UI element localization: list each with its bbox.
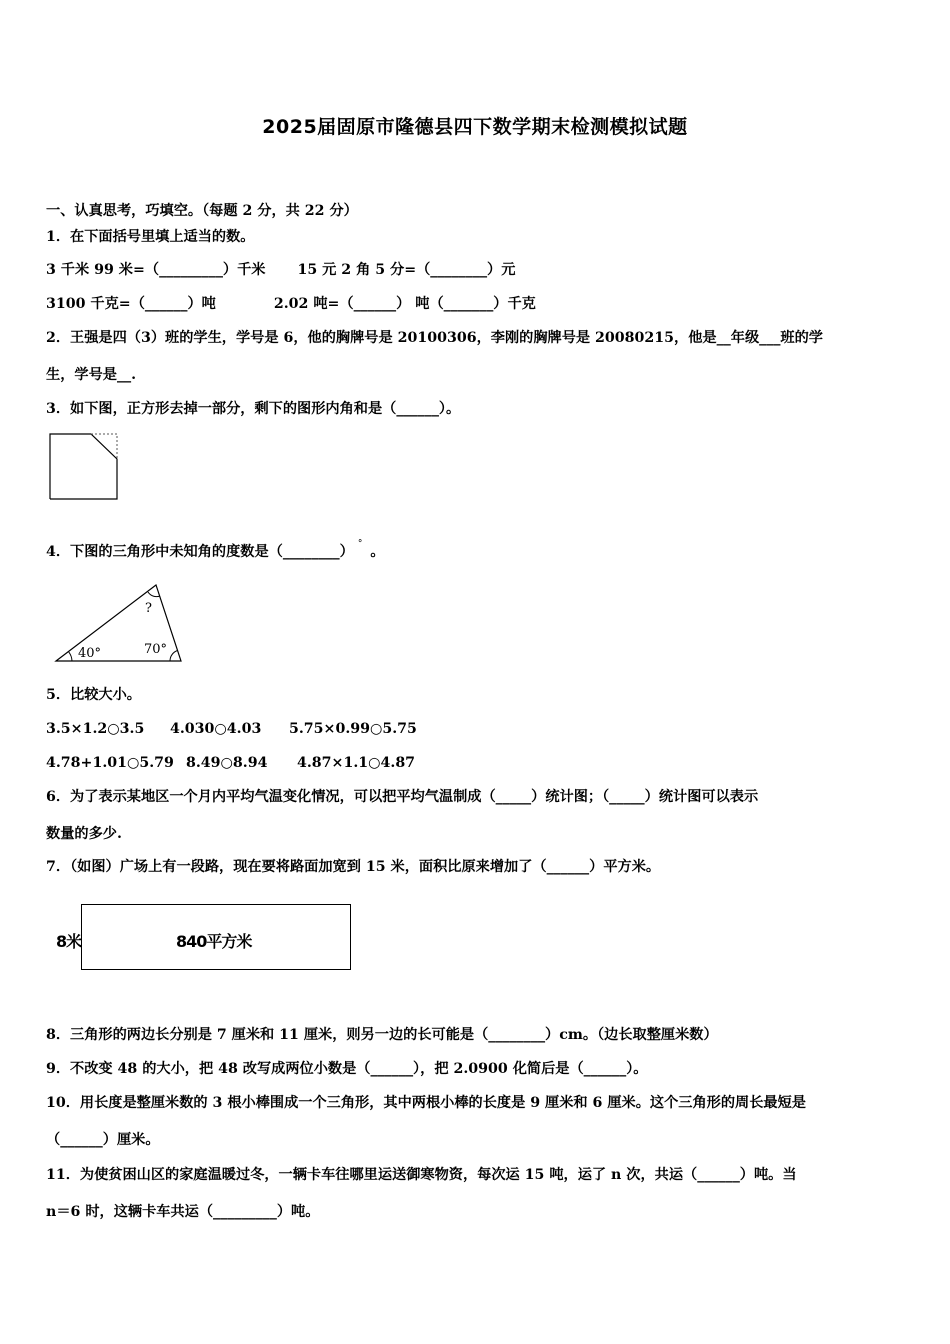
compare-item: 3.5×1.2○3.5 bbox=[46, 721, 145, 737]
compare-item: 4.87×1.1○4.87 bbox=[297, 755, 416, 771]
question-5-stem: 5．比较大小。 bbox=[46, 687, 141, 703]
question-2-line-2: 生，学号是__. bbox=[46, 367, 137, 383]
compare-item: 4.030○4.03 bbox=[170, 721, 262, 737]
question-1-row-1 bbox=[46, 261, 910, 279]
question-5-row-2 bbox=[46, 754, 910, 772]
angle-label-top: ? bbox=[145, 601, 152, 616]
question-9-stem: 9．不改变 48 的大小，把 48 改写成两位小数是（______），把 2.0900 化简后是（______）。 bbox=[46, 1061, 648, 1077]
question-1-row-2 bbox=[46, 295, 910, 313]
question-1-stem: 1．在下面括号里填上适当的数。 bbox=[46, 229, 255, 245]
question-6-line-1: 6．为了表示某地区一个月内平均气温变化情况，可以把平均气温制成（_____）统计图；（_____）统计图可以表示 bbox=[46, 789, 759, 805]
q4-tail: 。 bbox=[370, 544, 385, 560]
page-title: 2025届固原市隆德县四下数学期末检测模拟试题 bbox=[262, 116, 688, 138]
road-area-label: 840平方米 bbox=[176, 932, 252, 951]
compare-item: 8.49○8.94 bbox=[186, 755, 268, 771]
road-side-label: 8米 bbox=[56, 932, 82, 951]
angle-label-right: 70° bbox=[144, 642, 168, 657]
question-2-line-1: 2．王强是四（3）班的学生，学号是 6，他的胸牌号是 20100306，李刚的胸牌号是 20080215，他是__年级___班的学 bbox=[46, 330, 823, 346]
q1-item-yuan: 15 元 2 角 5 分=（________）元 bbox=[297, 262, 516, 278]
question-11-line-1: 11．为使贫困山区的家庭温暖过冬，一辆卡车往哪里运送御寒物资，每次运 15 吨，运了 n 次，共运（______）吨。当 bbox=[46, 1167, 797, 1183]
angle-label-left: 40° bbox=[78, 646, 102, 661]
q1-item-km: 3 千米 99 米=（_________）千米 bbox=[46, 262, 266, 278]
cut-square-figure bbox=[48, 432, 120, 502]
triangle-figure bbox=[54, 582, 184, 664]
q4-stem-text: 4．下图的三角形中未知角的度数是（________） bbox=[46, 544, 354, 560]
question-3-stem: 3．如下图，正方形去掉一部分，剩下的图形内角和是（______）。 bbox=[46, 401, 461, 417]
question-11-line-2: n＝6 时，这辆卡车共运（_________）吨。 bbox=[46, 1204, 320, 1220]
question-6-line-2: 数量的多少. bbox=[46, 826, 122, 842]
question-10-line-1: 10．用长度是整厘米数的 3 根小棒围成一个三角形，其中两根小棒的长度是 9 厘米和 6 厘米。这个三角形的周长最短是 bbox=[46, 1095, 806, 1111]
question-4-stem bbox=[46, 539, 910, 561]
question-7-stem: 7．（如图）广场上有一段路，现在要将路面加宽到 15 米，面积比原来增加了（______）平方米。 bbox=[46, 859, 661, 875]
q1-item-kg: 3100 千克=（______）吨 bbox=[46, 296, 216, 312]
question-8-stem: 8．三角形的两边长分别是 7 厘米和 11 厘米，则另一边的长可能是（________）cm。（边长取整厘米数） bbox=[46, 1027, 718, 1043]
degree-mark: ° bbox=[357, 539, 363, 549]
section-heading: 一、认真思考，巧填空。（每题 2 分，共 22 分） bbox=[46, 203, 358, 219]
compare-item: 5.75×0.99○5.75 bbox=[289, 721, 417, 737]
question-10-line-2: （______）厘米。 bbox=[46, 1132, 160, 1148]
question-5-row-1 bbox=[46, 720, 910, 738]
q1-item-ton: 2.02 吨=（______） 吨（_______）千克 bbox=[273, 296, 536, 312]
compare-item: 4.78+1.01○5.79 bbox=[46, 755, 174, 771]
